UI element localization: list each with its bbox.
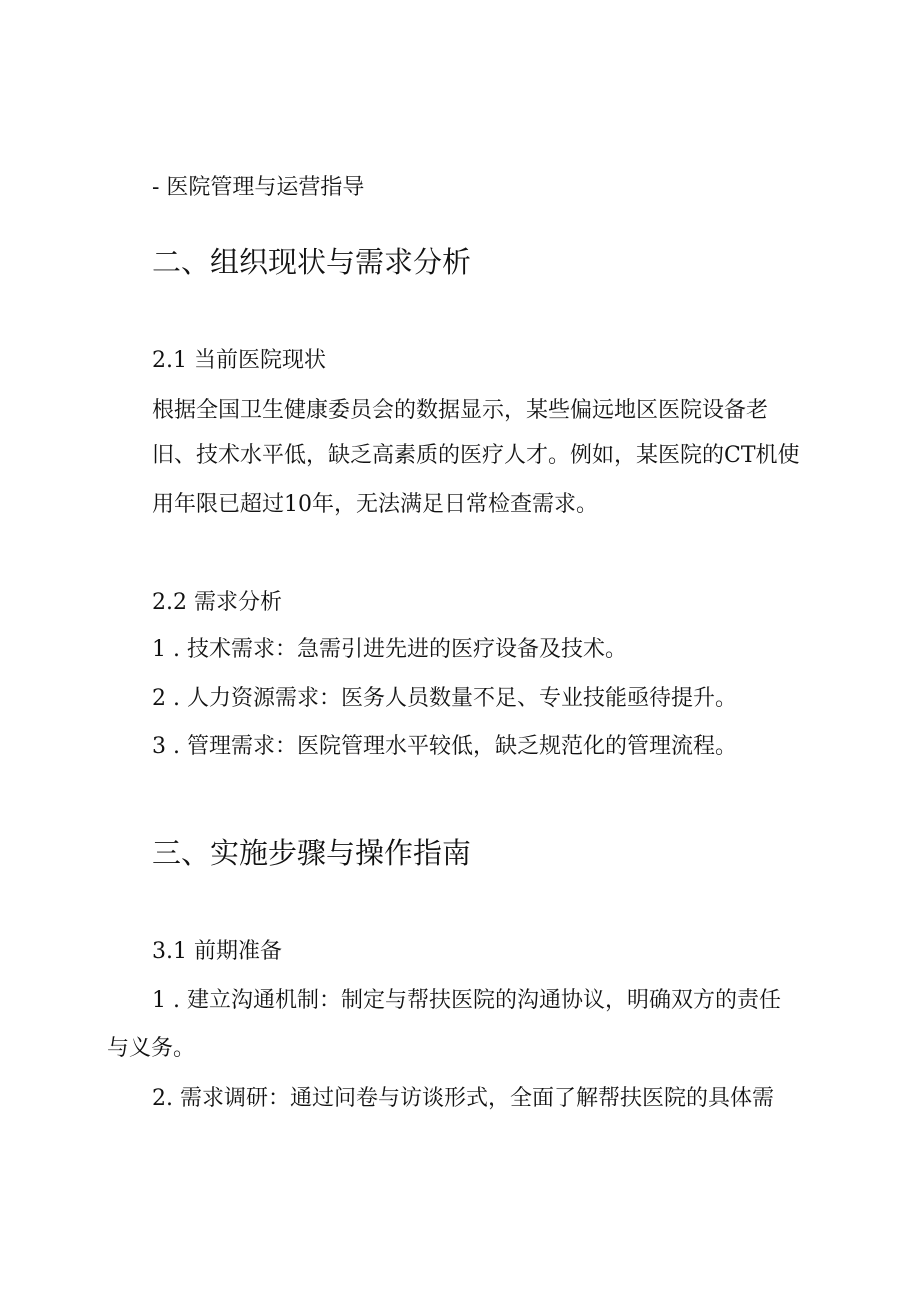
paragraph-line-3: 用年限已超过10年，无法满足日常检查需求。 <box>152 492 598 517</box>
list-item-needs-survey: 2. 需求调研：通过问卷与访谈形式，全面了解帮扶医院的具体需 <box>152 1086 774 1111</box>
list-item-communication-line-1: 1 . 建立沟通机制：制定与帮扶医院的沟通协议，明确双方的责任 <box>152 988 781 1013</box>
section-2-heading: 二、组织现状与需求分析 <box>152 245 472 279</box>
subsection-3-1-heading: 3.1 前期准备 <box>152 939 282 964</box>
paragraph-line-1: 根据全国卫生健康委员会的数据显示，某些偏远地区医院设备老 <box>152 398 769 423</box>
subsection-2-2-heading: 2.2 需求分析 <box>152 590 282 615</box>
list-item-management-needs: 3 . 管理需求：医院管理水平较低，缺乏规范化的管理流程。 <box>152 734 737 759</box>
list-item-communication-line-2: 与义务。 <box>107 1036 196 1061</box>
subsection-2-1-heading: 2.1 当前医院现状 <box>152 348 326 373</box>
list-item-hospital-management: - 医院管理与运营指导 <box>152 175 365 200</box>
paragraph-line-2: 旧、技术水平低，缺乏高素质的医疗人才。例如，某医院的CT机使 <box>152 443 800 468</box>
section-3-heading: 三、实施步骤与操作指南 <box>152 836 472 870</box>
list-item-hr-needs: 2 . 人力资源需求：医务人员数量不足、专业技能亟待提升。 <box>152 686 737 711</box>
list-item-tech-needs: 1 . 技术需求：急需引进先进的医疗设备及技术。 <box>152 637 627 662</box>
